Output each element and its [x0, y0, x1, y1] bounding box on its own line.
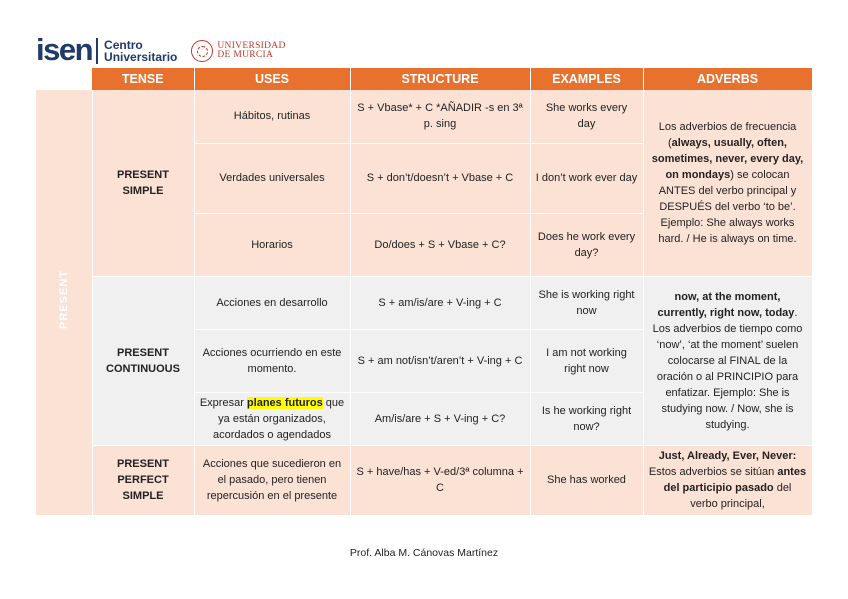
table-row [36, 90, 812, 143]
university-seal-icon [191, 40, 213, 62]
adverbs-present-continuous: now, at the moment, currently, right now, today. Los adverbios de tiempo como ‘now’, ‘at the moment’ suelen colocarse al FINAL de la oración o al PRINCIPIO para enfatizar. Ejemplo: She is studying now. / Now, she is studying. [643, 276, 812, 445]
tense-present-simple: PRESENT SIMPLE [92, 90, 194, 276]
use-cell: Expresar planes futuros que ya están organizados, acordados o agendados [194, 392, 350, 445]
centro-universitario-label: Centro Universitario [104, 38, 178, 64]
use-cell: Acciones en desarrollo [194, 276, 350, 329]
adverbs-present-perfect: Just, Already, Ever, Never: Estos adverbios se sitúan antes del participio pasado del verbo principal, [643, 445, 812, 515]
logo-divider [96, 38, 98, 64]
author-footer: Prof. Alba M. Cánovas Martínez [349, 547, 499, 559]
use-cell: Hábitos, rutinas [194, 90, 350, 143]
example-cell: She works every day [530, 90, 643, 143]
header-row [36, 68, 812, 90]
column-header-uses: USES [194, 68, 350, 90]
structure-cell: S + am not/isn’t/aren’t + V-ing + C [350, 329, 530, 392]
example-cell: Is he working right now? [530, 392, 643, 445]
umu-logo: UNIVERSIDAD DE MURCIA [191, 40, 285, 62]
grammar-table [36, 68, 813, 516]
structure-cell: S + Vbase* + C *AÑADIR -s en 3ª p. sing [350, 90, 530, 143]
tense-present-continuous: PRESENT CONTINUOUS [92, 276, 194, 445]
example-cell: I am not working right now [530, 329, 643, 392]
example-cell: She has worked [530, 445, 643, 515]
column-header-tense: TENSE [92, 68, 194, 90]
use-cell: Horarios [194, 213, 350, 276]
structure-cell: S + don’t/doesn’t + Vbase + C [350, 143, 530, 213]
example-cell: Does he work every day? [530, 213, 643, 276]
column-header-structure: STRUCTURE [350, 68, 530, 90]
column-header-adverbs: ADVERBS [643, 68, 812, 90]
example-cell: She is working right now [530, 276, 643, 329]
tense-present-perfect-simple: PRESENT PERFECT SIMPLE [92, 445, 194, 515]
example-cell: I don’t work ever day [530, 143, 643, 213]
highlighted-text: planes futuros [246, 396, 323, 409]
structure-cell: S + am/is/are + V-ing + C [350, 276, 530, 329]
table-row [36, 276, 812, 329]
structure-cell: Am/is/are + S + V-ing + C? [350, 392, 530, 445]
present-side-label: PRESENT [36, 90, 92, 515]
adverbs-present-simple: Los adverbios de frecuencia (always, usually, often, sometimes, never, every day, on mondays) se colocan ANTES del verbo principal y DESPUÉS del verbo ‘to be’. Ejemplo: She always works hard. / He is always on time. [643, 90, 812, 276]
header [36, 31, 286, 67]
structure-cell: S + have/has + V-ed/3ª columna + C [350, 445, 530, 515]
column-header-examples: EXAMPLES [530, 68, 643, 90]
use-cell: Verdades universales [194, 143, 350, 213]
use-cell: Acciones ocurriendo en este momento. [194, 329, 350, 392]
isen-logo: isen [36, 31, 93, 67]
structure-cell: Do/does + S + Vbase + C? [350, 213, 530, 276]
use-cell: Acciones que sucedieron en el pasado, pero tienen repercusión en el presente [194, 445, 350, 515]
table-row [36, 445, 812, 515]
